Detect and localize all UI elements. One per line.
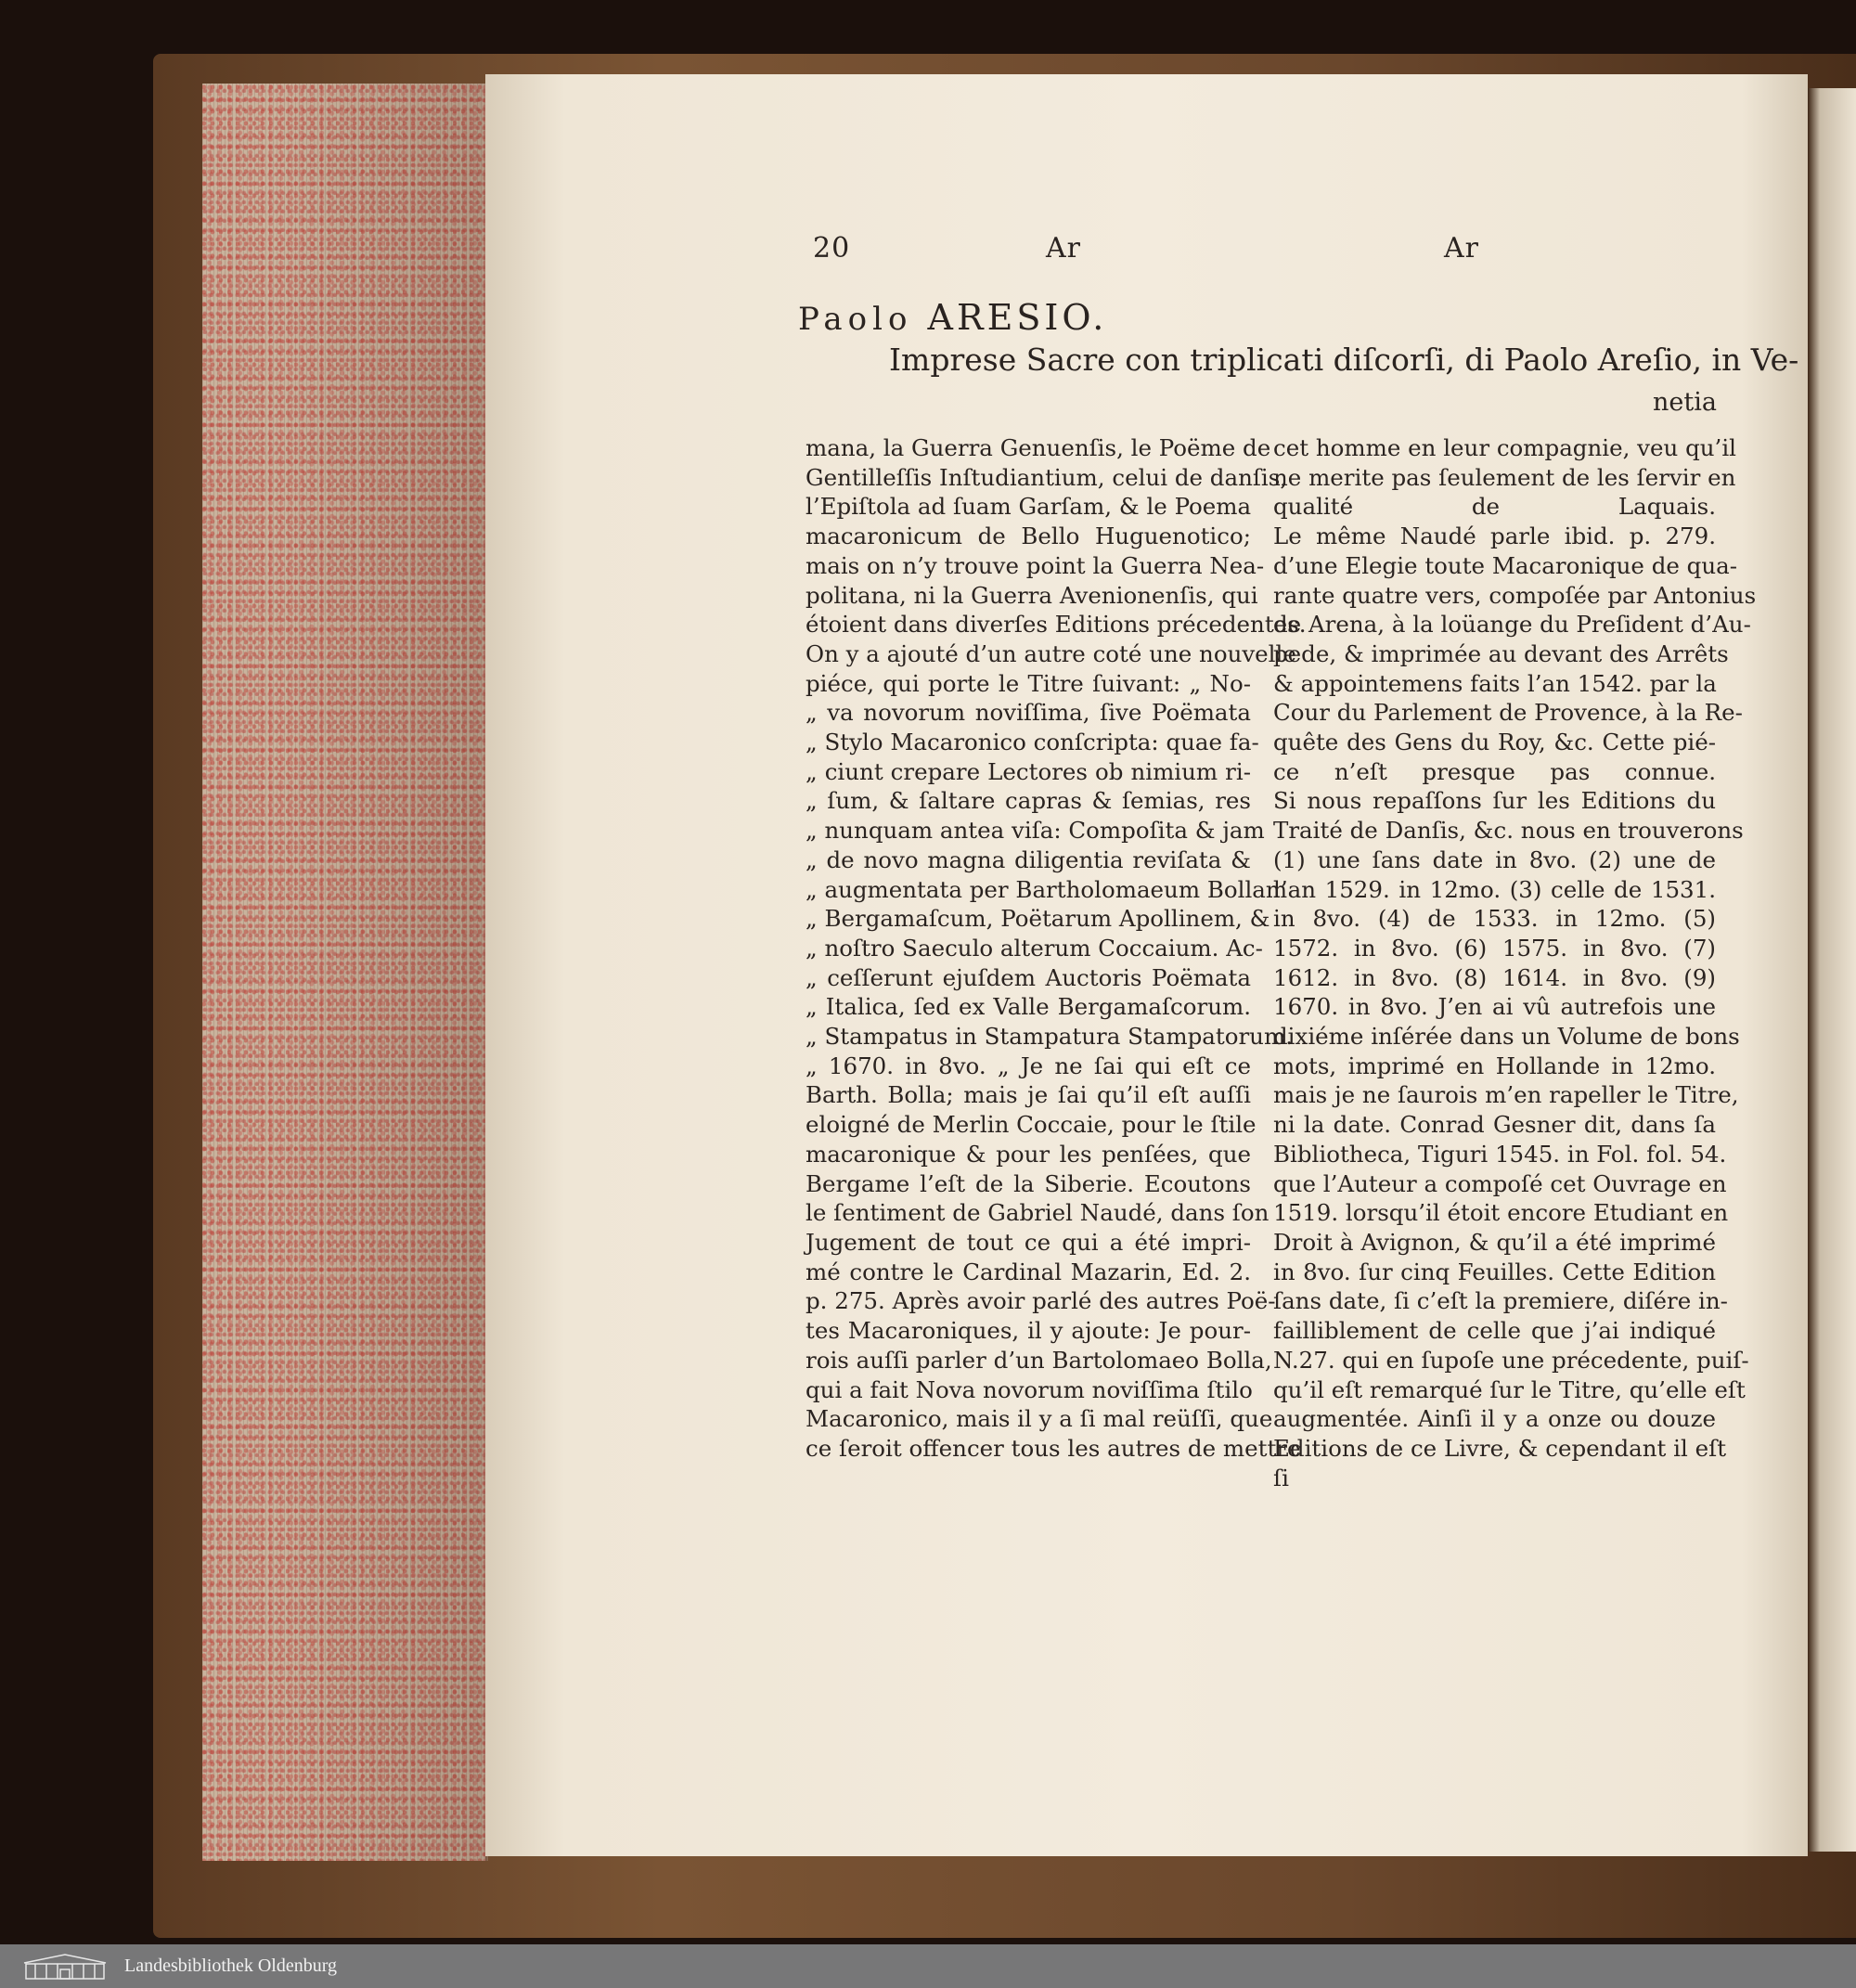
- text-line: „ va novorum noviſſima, ſive Poëmata: [806, 699, 1251, 727]
- entry-author: [798, 297, 1726, 338]
- running-head-left: Ar: [1046, 232, 1082, 265]
- text-line: „ nunquam antea viſa: Compoſita & jam: [806, 817, 1265, 845]
- text-line: Bibliotheca, Tiguri 1545. in Fol. fol. 54.: [1273, 1140, 1727, 1168]
- right-text-column: [1273, 433, 1757, 1492]
- text-line: tes Macaroniques, il y ajoute: Je pour-: [806, 1317, 1251, 1345]
- footer-bar: [0, 1944, 1856, 1988]
- text-line: pede, & imprimée au devant des Arrêts: [1273, 639, 1729, 667]
- text-line: Jugement de tout ce qui a été impri-: [806, 1228, 1251, 1256]
- text-line: Bergame l’eſt de la Siberie. Ecoutons: [806, 1169, 1251, 1197]
- text-line: Cour du Parlement de Provence, à la Re-: [1273, 699, 1743, 727]
- text-line: „ Stylo Macaronico conſcripta: quae fa-: [806, 729, 1259, 756]
- page-edge-shadow: [278, 84, 487, 1861]
- text-line: ni la date. Conrad Gesner dit, dans ſa: [1273, 1111, 1716, 1139]
- text-line: rois auſſi parler d’un Bartolomaeo Bolla,: [806, 1346, 1272, 1374]
- text-line: qualité de Laquais.: [1273, 493, 1716, 521]
- text-line: „ ceſſerunt ejuſdem Auctoris Poëmata: [806, 963, 1251, 991]
- text-line: rante quatre vers, compoſée par Antonius: [1273, 581, 1757, 609]
- text-line: (1) une ſans date in 8vo. (2) une de: [1273, 846, 1716, 873]
- text-line: l’Epiſtola ad ſuam Garſam, & le Poema: [806, 493, 1252, 521]
- text-line: 1612. in 8vo. (8) 1614. in 8vo. (9): [1273, 963, 1716, 991]
- text-line: piéce, qui porte le Titre ſuivant: „ No-: [806, 669, 1251, 697]
- text-line: de Arena, à la loüange du Preſident d’Au-: [1273, 611, 1751, 639]
- library-building-icon: [19, 1952, 111, 1982]
- text-line: ne merite pas ſeulement de les ſervir en: [1273, 463, 1736, 491]
- text-line: „ Stampatus in Stampatura Stampatorum.: [806, 1023, 1293, 1051]
- text-line: que l’Auteur a compoſé cet Ouvrage en: [1273, 1169, 1727, 1197]
- text-line: dixiéme inſérée dans un Volume de bons: [1273, 1023, 1740, 1051]
- text-line: politana, ni la Guerra Avenionenſis, qui: [806, 581, 1258, 609]
- text-line: in 8vo. (4) de 1533. in 12mo. (5): [1273, 905, 1716, 933]
- text-line: „ de novo magna diligentia reviſata &: [806, 846, 1251, 873]
- text-line: ce ſeroit offencer tous les autres de mettre: [806, 1434, 1301, 1462]
- text-line: le ſentiment de Gabriel Naudé, dans ſon: [806, 1199, 1270, 1227]
- text-line: mots, imprimé en Hollande in 12mo.: [1273, 1052, 1716, 1079]
- text-line: mé contre le Cardinal Mazarin, Ed. 2.: [806, 1258, 1251, 1285]
- text-line: augmentée. Ainſi il y a onze ou douze: [1273, 1405, 1716, 1433]
- text-line: Gentilleſſis Inſtudiantium, celui de danſis,: [806, 463, 1288, 491]
- text-line: „ ſum, & ſaltare capras & ſemias, res: [806, 787, 1251, 815]
- text-line: quête des Gens du Roy, &c. Cette pié-: [1273, 729, 1716, 756]
- text-line: cet homme en leur compagnie, veu qu’il: [1273, 434, 1737, 461]
- text-line: ce n’eſt presque pas connue.: [1273, 757, 1716, 785]
- entry-title-line-1: Imprese Sacre con triplicati diſcorſi, di Paolo Areſio, in Ve-: [889, 342, 1799, 378]
- author-first-name: Paolo: [798, 301, 913, 338]
- text-line: „ augmentata per Bartholomaeum Bollam: [806, 875, 1288, 903]
- text-line: Droit à Avignon, & qu’il a été imprimé: [1273, 1228, 1716, 1256]
- running-head-right: Ar: [1444, 232, 1480, 265]
- text-line: in 8vo. ſur cinq Feuilles. Cette Edition: [1273, 1258, 1716, 1285]
- library-name: Landesbibliothek Oldenburg: [124, 1956, 338, 1976]
- text-line: qui a fait Nova novorum noviſſima ſtilo: [806, 1375, 1253, 1403]
- entry-title-line-2: netia: [1653, 388, 1717, 417]
- text-line: mana, la Guerra Genuenſis, le Poëme de: [806, 434, 1271, 461]
- text-line: ſans date, ſi c’eſt la premiere, diſére in-: [1273, 1287, 1728, 1315]
- text-line: Macaronico, mais il y a ſi mal reüſſi, que: [806, 1405, 1273, 1433]
- text-line: 1519. lorsqu’il étoit encore Etudiant en: [1273, 1199, 1729, 1227]
- text-line: „ Bergamaſcum, Poëtarum Apollinem, &: [806, 905, 1270, 933]
- text-line: Barth. Bolla; mais je ſai qu’il eſt auſſi: [806, 1081, 1251, 1109]
- text-line: mais on n’y trouve point la Guerra Nea-: [806, 551, 1265, 579]
- text-line: „ noſtro Saeculo alterum Coccaium. Ac-: [806, 934, 1263, 962]
- text-line: macaronicum de Bello Huguenotico;: [806, 523, 1251, 550]
- text-line: 1572. in 8vo. (6) 1575. in 8vo. (7): [1273, 934, 1716, 962]
- text-line: d’une Elegie toute Macaronique de qua-: [1273, 551, 1738, 579]
- text-line: „ Italica, ſed ex Valle Bergamaſcorum.: [806, 993, 1251, 1021]
- text-line: l’an 1529. in 12mo. (3) celle de 1531.: [1273, 875, 1716, 903]
- text-line: On y a ajouté d’un autre coté une nouvelle: [806, 639, 1296, 667]
- text-line: Le même Naudé parle ibid. p. 279.: [1273, 523, 1716, 550]
- left-text-column: [806, 433, 1307, 1464]
- text-line: „ ciunt crepare Lectores ob nimium ri-: [806, 757, 1251, 785]
- text-line: Si nous repaſſons ſur les Editions du: [1273, 787, 1716, 815]
- text-line: qu’il eſt remarqué ſur le Titre, qu’elle eſt: [1273, 1375, 1746, 1403]
- text-line: eloigné de Merlin Coccaie, pour le ſtile: [806, 1111, 1257, 1139]
- text-line: 1670. in 8vo. J’en ai vû autrefois une: [1273, 993, 1716, 1021]
- text-line: & appointemens faits l’an 1542. par la: [1273, 669, 1717, 697]
- page-number: 20: [813, 232, 851, 265]
- text-line: mais je ne ſaurois m’en rapeller le Titre,: [1273, 1081, 1739, 1109]
- text-line: Editions de ce Livre, & cependant il eſt: [1273, 1434, 1727, 1462]
- text-line: ſi: [1273, 1464, 1289, 1491]
- author-last-name: ARESIO.: [927, 297, 1108, 338]
- text-line: N.27. qui en ſupoſe une précedente, puiſ-: [1273, 1346, 1749, 1374]
- facing-page-edge: [1808, 88, 1856, 1852]
- text-line: failliblement de celle que j’ai indiqué: [1273, 1317, 1716, 1345]
- text-line: étoient dans diverſes Editions précedentes.: [806, 611, 1307, 639]
- text-line: „ 1670. in 8vo. „ Je ne ſai qui eſt ce: [806, 1052, 1251, 1079]
- text-line: Traité de Danſis, &c. nous en trouverons: [1273, 817, 1744, 845]
- text-line: p. 275. Après avoir parlé des autres Poë-: [806, 1287, 1276, 1315]
- text-line: macaronique & pour les penſées, que: [806, 1140, 1251, 1168]
